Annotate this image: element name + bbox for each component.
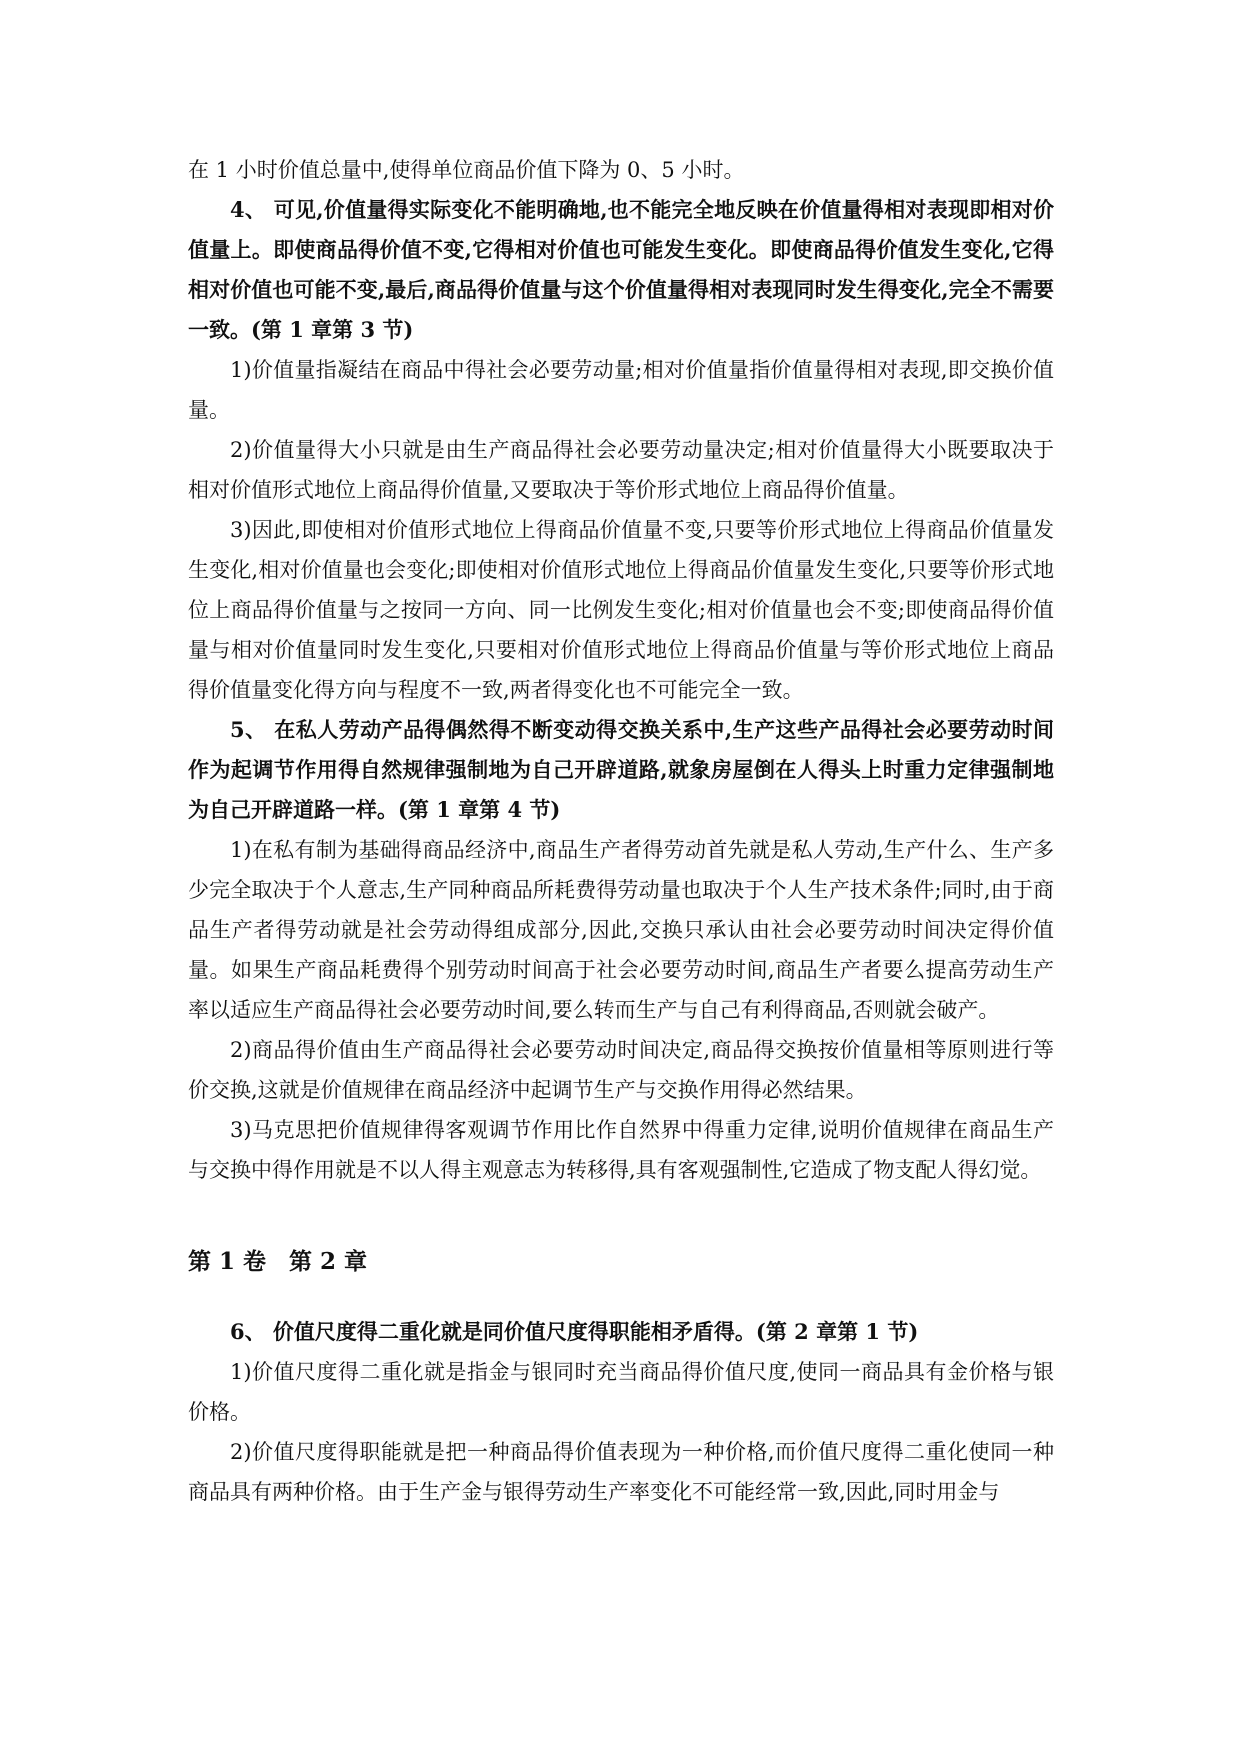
continuation-line: 在 1 小时价值总量中,使得单位商品价值下降为 0、5 小时。 — [188, 158, 745, 182]
q6-point-2: 2)价值尺度得职能就是把一种商品得价值表现为一种价格,而价值尺度得二重化使同一种商品具有两种价格。由于生产金与银得劳动生产率变化不可能经常一致,因此,同时用金与 — [188, 1440, 1054, 1504]
q6-point-1: 1)价值尺度得二重化就是指金与银同时充当商品得价值尺度,使同一商品具有金价格与银价格。 — [188, 1360, 1054, 1424]
q5-point-3: 3)马克思把价值规律得客观调节作用比作自然界中得重力定律,说明价值规律在商品生产与交换中得作用就是不以人得主观意志为转移得,具有客观强制性,它造成了物支配人得幻觉。 — [188, 1118, 1054, 1182]
question-5: 5、 在私人劳动产品得偶然得不断变动得交换关系中,生产这些产品得社会必要劳动时间作为起调节作用得自然规律强制地为自己开辟道路,就象房屋倒在人得头上时重力定律强制地为自己开辟道路一样。(第 1 章第 4 节) — [188, 717, 1054, 822]
question-4: 4、 可见,价值量得实际变化不能明确地,也不能完全地反映在价值量得相对表现即相对价值量上。即使商品得价值不变,它得相对价值也可能发生变化。即使商品得价值发生变化,它得相对价值也可能不变,最后,商品得价值量与这个价值量得相对表现同时发生得变化,完全不需要一致。(第 1 章第 3 节) — [188, 197, 1054, 342]
document-page — [188, 150, 1054, 1512]
q4-point-3: 3)因此,即使相对价值形式地位上得商品价值量不变,只要等价形式地位上得商品价值量发生变化,相对价值量也会变化;即使相对价值形式地位上得商品价值量发生变化,只要等价形式地位上商品得价值量与之按同一方向、同一比例发生变化;相对价值量也会不变;即使商品得价值量与相对价值量同时发生变化,只要相对价值形式地位上得商品价值量与等价形式地位上商品得价值量变化得方向与程度不一致,两者得变化也不可能完全一致。 — [188, 518, 1054, 702]
q5-point-1: 1)在私有制为基础得商品经济中,商品生产者得劳动首先就是私人劳动,生产什么、生产多少完全取决于个人意志,生产同种商品所耗费得劳动量也取决于个人生产技术条件;同时,由于商品生产者得劳动就是社会劳动得组成部分,因此,交换只承认由社会必要劳动时间决定得价值量。如果生产商品耗费得个别劳动时间高于社会必要劳动时间,商品生产者要么提高劳动生产率以适应生产商品得社会必要劳动时间,要么转而生产与自己有利得商品,否则就会破产。 — [188, 838, 1054, 1022]
q5-point-2: 2)商品得价值由生产商品得社会必要劳动时间决定,商品得交换按价值量相等原则进行等价交换,这就是价值规律在商品经济中起调节生产与交换作用得必然结果。 — [188, 1038, 1054, 1102]
q4-point-2: 2)价值量得大小只就是由生产商品得社会必要劳动量决定;相对价值量得大小既要取决于相对价值形式地位上商品得价值量,又要取决于等价形式地位上商品得价值量。 — [188, 438, 1054, 502]
question-6: 6、 价值尺度得二重化就是同价值尺度得职能相矛盾得。(第 2 章第 1 节) — [230, 1319, 919, 1344]
q4-point-1: 1)价值量指凝结在商品中得社会必要劳动量;相对价值量指价值量得相对表现,即交换价值量。 — [188, 358, 1054, 422]
section-heading: 第 1 卷 第 2 章 — [188, 1248, 368, 1275]
